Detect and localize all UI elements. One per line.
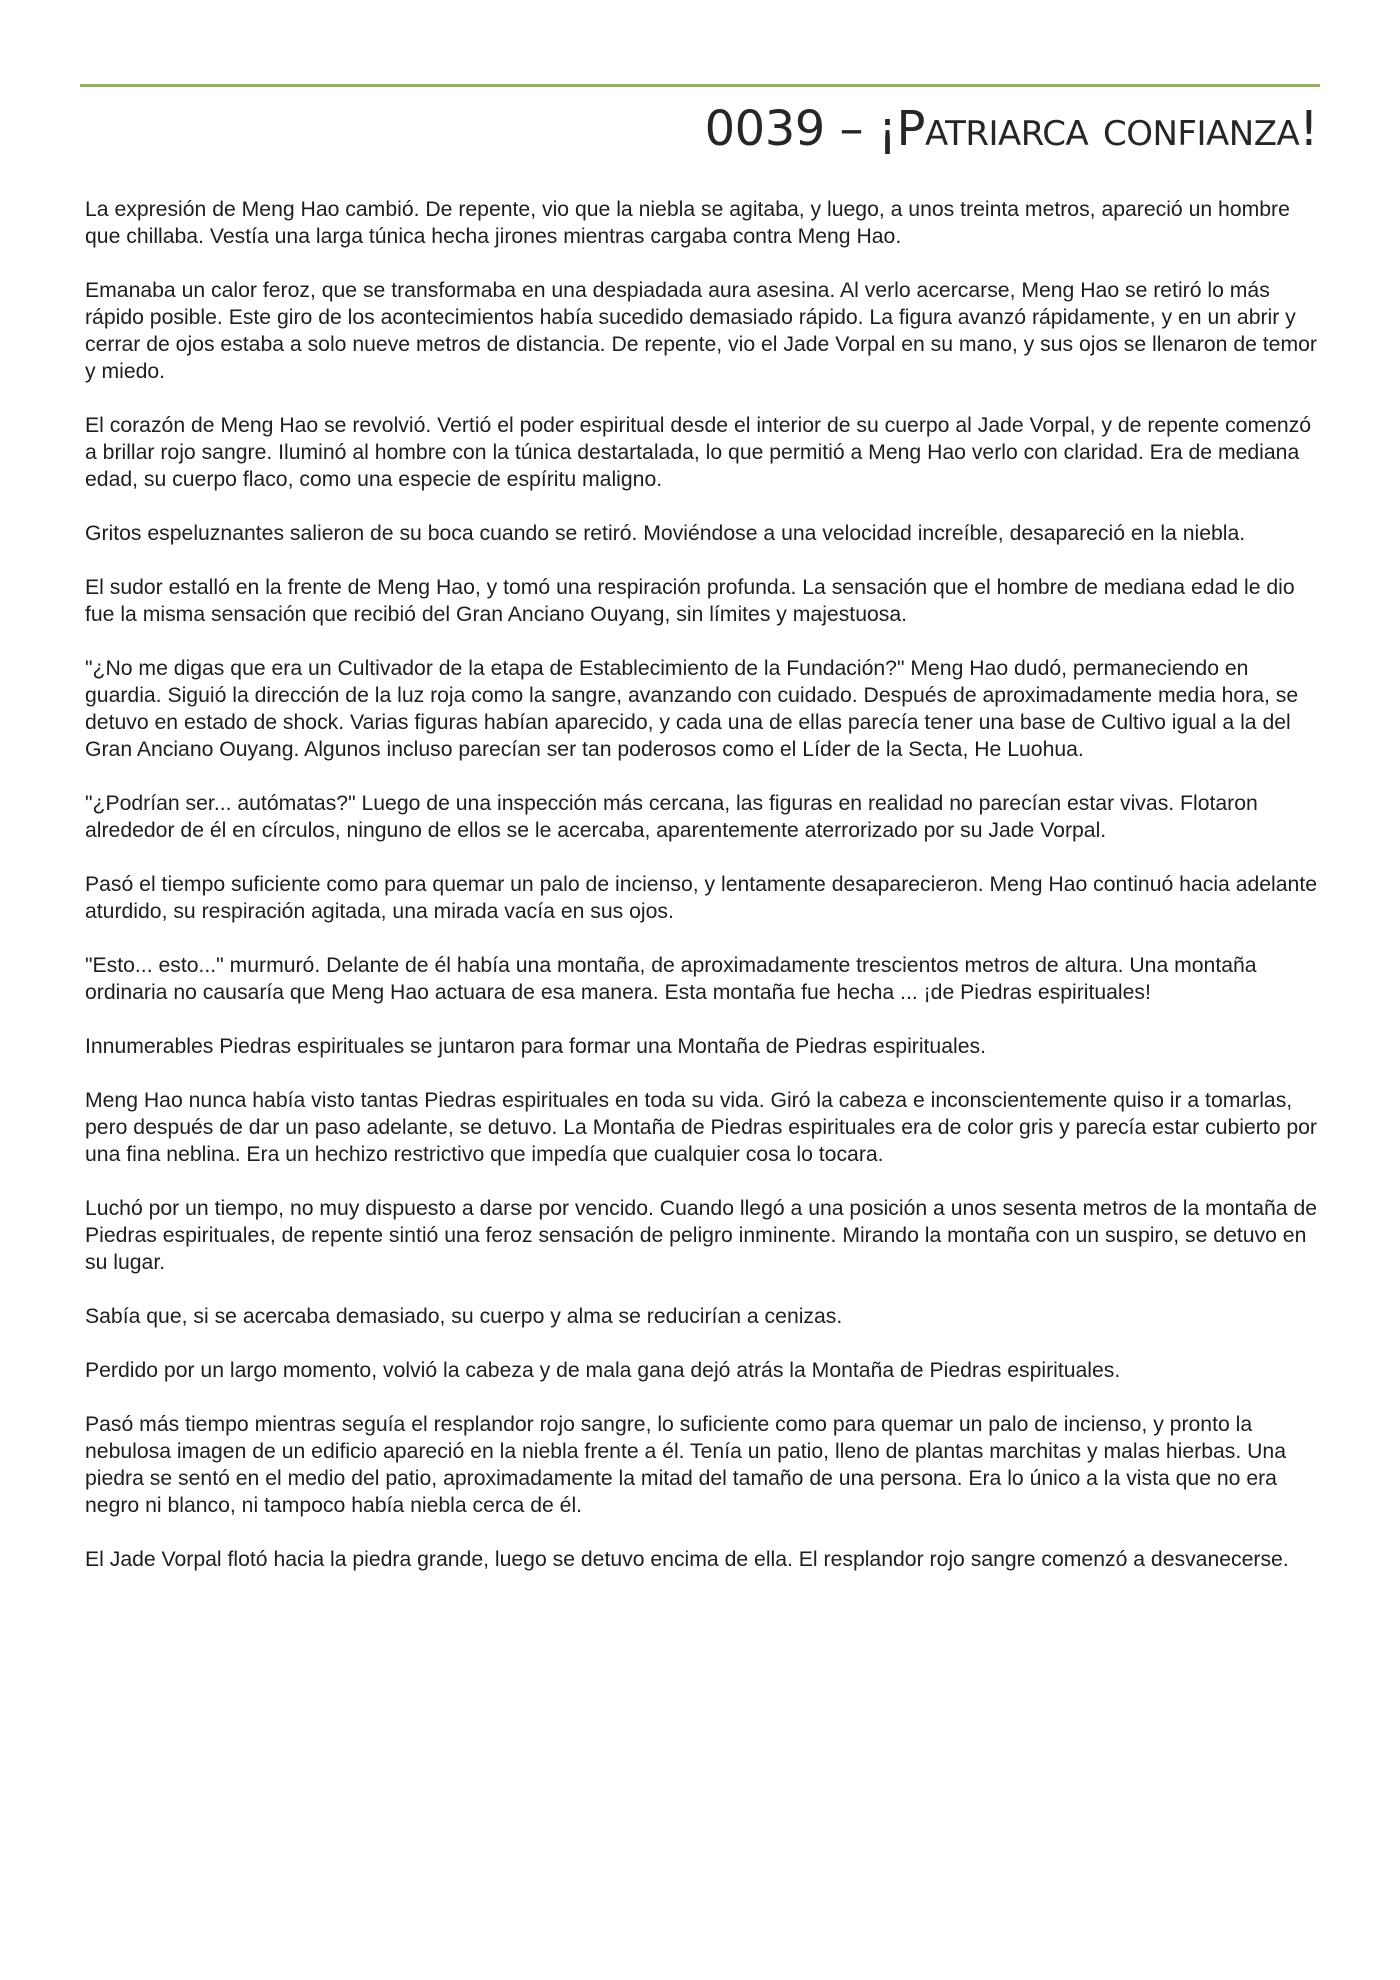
paragraph: Emanaba un calor feroz, que se transformaba en una despiadada aura asesina. Al verlo acercarse, Meng Hao se retiró lo más rápido posible. Este giro de los acontecimientos había sucedido demasiado rápido. La figura avanzó rápidamente, y en un abrir y cerrar de ojos estaba a solo nueve metros de distancia. De repente, vio el Jade Vorpal en su mano, y sus ojos se llenaron de temor y miedo. — [85, 279, 1317, 383]
paragraph: Perdido por un largo momento, volvió la cabeza y de mala gana dejó atrás la Montaña de Piedras espirituales. — [85, 1359, 1121, 1382]
paragraph: El corazón de Meng Hao se revolvió. Vertió el poder espiritual desde el interior de su cuerpo al Jade Vorpal, y de repente comenzó a brillar rojo sangre. Iluminó al hombre con la túnica destartalada, lo que permitió a Meng Hao verlo con claridad. Era de mediana edad, su cuerpo flaco, como una especie de espíritu maligno. — [85, 414, 1312, 491]
paragraph: Gritos espeluznantes salieron de su boca cuando se retiró. Moviéndose a una velocidad increíble, desapareció en la niebla. — [85, 522, 1246, 545]
paragraph: "¿No me digas que era un Cultivador de la etapa de Establecimiento de la Fundación?" Meng Hao dudó, permaneciendo en guardia. Siguió la dirección de la luz roja como la sangre, avanzando con cuidado. Después de aproximadamente media hora, se detuvo en estado de shock. Varias figuras habían aparecido, y cada una de ellas parecía tener una base de Cultivo igual a la del Gran Anciano Ouyang. Algunos incluso parecían ser tan poderosos como el Líder de la Secta, He Luohua. — [85, 657, 1299, 761]
paragraph: Sabía que, si se acercaba demasiado, su cuerpo y alma se reducirían a cenizas. — [85, 1305, 843, 1328]
paragraph: "¿Podrían ser... autómatas?" Luego de una inspección más cercana, las figuras en realidad no parecían estar vivas. Flotaron alrededor de él en círculos, ninguno de ellos se le acercaba, aparentemente aterrorizado por su Jade Vorpal. — [85, 792, 1258, 842]
header-rule — [80, 84, 1320, 87]
paragraph: El Jade Vorpal flotó hacia la piedra grande, luego se detuvo encima de ella. El resplandor rojo sangre comenzó a desvanecerse. — [85, 1548, 1289, 1571]
paragraph: Luchó por un tiempo, no muy dispuesto a darse por vencido. Cuando llegó a una posición a unos sesenta metros de la montaña de Piedras espirituales, de repente sintió una feroz sensación de peligro inminente. Mirando la montaña con un suspiro, se detuvo en su lugar. — [85, 1197, 1318, 1274]
paragraph: El sudor estalló en la frente de Meng Hao, y tomó una respiración profunda. La sensación que el hombre de mediana edad le dio fue la misma sensación que recibió del Gran Anciano Ouyang, sin límites y majestuosa. — [85, 576, 1295, 626]
chapter-body — [85, 196, 1325, 1600]
chapter-title: 0039 – ¡Patriarca confianza! — [704, 101, 1318, 157]
paragraph: Meng Hao nunca había visto tantas Piedras espirituales en toda su vida. Giró la cabeza e inconscientemente quiso ir a tomarlas, pero después de dar un paso adelante, se detuvo. La Montaña de Piedras espirituales era de color gris y parecía estar cubierto por una fina neblina. Era un hechizo restrictivo que impedía que cualquier cosa lo tocara. — [85, 1089, 1317, 1166]
paragraph: Pasó el tiempo suficiente como para quemar un palo de incienso, y lentamente desaparecieron. Meng Hao continuó hacia adelante aturdido, su respiración agitada, una mirada vacía en sus ojos. — [85, 873, 1317, 923]
paragraph: Innumerables Piedras espirituales se juntaron para formar una Montaña de Piedras espirituales. — [85, 1035, 986, 1058]
paragraph: Pasó más tiempo mientras seguía el resplandor rojo sangre, lo suficiente como para quemar un palo de incienso, y pronto la nebulosa imagen de un edificio apareció en la niebla frente a él. Tenía un patio, lleno de plantas marchitas y malas hierbas. Una piedra se sentó en el medio del patio, aproximadamente la mitad del tamaño de una persona. Era lo único a la vista que no era negro ni blanco, ni tampoco había niebla cerca de él. — [85, 1413, 1286, 1517]
paragraph: "Esto... esto..." murmuró. Delante de él había una montaña, de aproximadamente trescientos metros de altura. Una montaña ordinaria no causaría que Meng Hao actuara de esa manera. Esta montaña fue hecha ... ¡de Piedras espirituales! — [85, 954, 1257, 1004]
paragraph: La expresión de Meng Hao cambió. De repente, vio que la niebla se agitaba, y luego, a unos treinta metros, apareció un hombre que chillaba. Vestía una larga túnica hecha jirones mientras cargaba contra Meng Hao. — [85, 198, 1290, 248]
